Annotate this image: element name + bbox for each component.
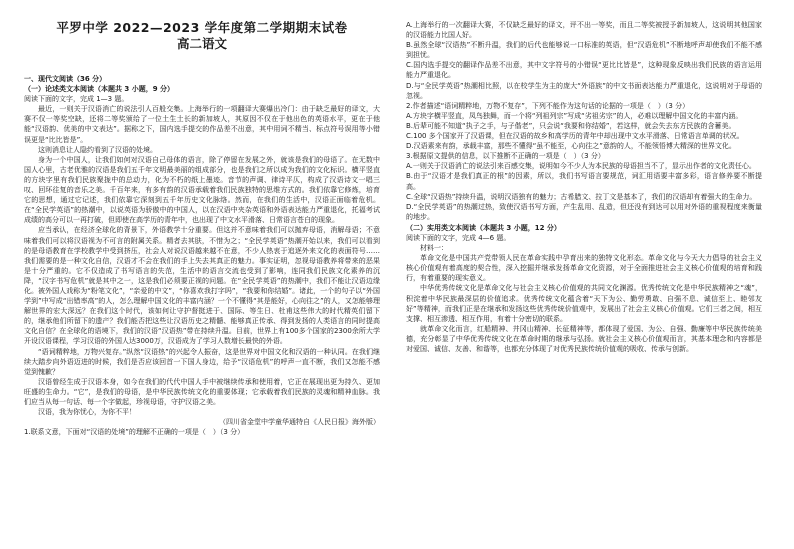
passage-paragraph: 汉语曾经生成于汉语本身，如今在我们的代代中国人手中被继续传承和使用着，它正在展现出更为持久、更加旺盛的生命力。“它”，是我们的母语，是中华民族传统文化的重要体现；它承载着我们民族的灵魂和精神血脉。我们应当从每一句话、每一个字做起，珍视母语，守护汉语之美。 — [24, 377, 380, 406]
exam-title: 平罗中学 2022—2023 学年度第二学期期末试卷 — [56, 20, 348, 35]
reading-instruction: 阅读下面的文字，完成 4—6 题。 — [406, 233, 511, 242]
q1-option-d: D.与“全民学英语”热潮相比照，以在校学生为主的庞大“外语族”的中文书面表达能力严重退化，这说明对于母语的忽视。 — [406, 81, 762, 100]
passage-paragraph: 最近，一则关于汉语消亡的说法引人百般交集。上海举行的一项翻译大赛爆出冷门：由于缺乏最好的译文，大赛不仅一等奖空缺，还将二等奖颁给了一位土生土长的新加坡人，其原因不仅在于他出色的英语水平，更在于他能“汉语韵、优美的中文表达”。据称之下，国内选手提交的作品差不出意，其中用词不精当、标点符号误用等小错误更是“比比皆是”。 — [24, 105, 380, 144]
q1-option-b: B.虽然全球“汉语热”不断升温，我们的后代也能够说一口标准的英语，但“汉语危机”不断地呼声却使我们不能不感到担忧。 — [406, 41, 762, 60]
passage-paragraph: “语词精粹地，万物兴复存。”纵然“汉语热”的兴起令人振奋，这是世界对中国文化和汉语的一种认同。在我们继续大踏步向外语迈进的时候，我们是否应该回首一下国人身边，给予“汉语危机”的呼声一直不断，我们又怎能不感觉到愧歉？ — [24, 347, 380, 376]
passage-paragraph: 革命文化是中国共产党带领人民在革命实践中孕育出来的独特文化形态。革命文化与今天大力倡导的社会主义核心价值观有着高度的契合性，深入挖掘并继承发扬革命文化资源，对于全面推进社会主义核心价值观的培育和践行，有着重要的现实意义。 — [406, 254, 762, 283]
passage-paragraph: 应当承认，在经济全球化的背景下，外语教学十分重要。但这并不意味着我们可以抛弃母语，消解母语；不意味着我们可以将汉语视为不可言的附属关系。精者去其肤，不惜为之；“全民学英语”热潮开始以来，我们可以看到的是母语教育在学校教学中受到挤压，社会人对说汉语越来越不在意，不少人热衷于追逐外来文化的表面符号……我们需要的是一种文化自信，汉语才不会在我们的手上失去其真正的魅力。事实证明，忽视母语教养将带来的恶果是十分严重的。它不仅造成了书写语言的失范，生活中的语言交流也受到了影响，连同我们民族文化素养的沉降，“汉字书写危机”就是其中之一，这是我们必须要正视的问题。在“全民学英语”的热潮中，我们不能让汉语边缘化。被外国人戏称为“粉笔文化”，“亲爱的中文”，“你喜欢我打字吗”，“我要和你结婚”。诸此，一个的句子以“外国学到”中写成“出错率高”的人，怎么理解中国文化的丰富内涵？一个不懂得“其是能好，心向往之”的人，又怎能够理解世界的宏大深远？在我们这个时代，该如何让守护督挺进于、国际、等生日、杜甫这些伟大的时代精英们留下的，继承他们所留下的遗产？我们能否把这些让汉语历史之精髓、能够真正传承、得到发扬的人类语言的同时提高文化自信？在全球化的语境下，我们的汉语“汉语热”带在持续升温。目前，世界上有100多个国家的2300余所大学开设汉语课程，学习汉语的外国人达3000万，汉语成为了学习人数增长最快的外语。 — [24, 226, 380, 346]
q1-option-c: C.国内选手提交的翻译作品差不出意，其中文字符号的小错误“更比比皆是”，这种现象反映出我们民族的语言运用能力严重退化。 — [406, 61, 762, 80]
q3-option-b: B.由于“汉语才是我们真正的根”的因素，所以，我们书写语言要规范，词汇用语要丰富多彩，语言修养要不断提高。 — [406, 172, 762, 191]
subsection-heading: （二）实用类文本阅读（本题共 3 小题，12 分） — [406, 223, 561, 232]
left-column — [24, 20, 380, 437]
q1-option-a: A.上海举行的一次翻译大赛，不仅缺乏最好的译文，评不出一等奖，而且二等奖被授予新加坡人，这说明其他国家的汉语能力比国人好。 — [406, 21, 762, 40]
reading-instruction: 阅读下面的文字，完成 1—3 题。 — [24, 95, 129, 104]
subsection-heading: （一）论述类文本阅读（本题共 3 小题，9 分） — [24, 85, 175, 94]
q3-option-d: D.“全民学英语”的热潮过热，致使汉语书写方面，产生乱用、乱造，但还没有到达可以用对外语的重视程度来衡量的地步。 — [406, 202, 762, 221]
q2-option-a: A.方块字横平竖直，凤鸟独舞，而一个将“列祖列宗”写成“劣祖劣宗”的人，必难以理解中国文化的丰富内涵。 — [406, 111, 743, 120]
question-3: 3.根据原文提供的信息，以下推断不正确的一项是（ ）（3 分） — [406, 152, 605, 161]
passage-paragraph: 就革命文化而言，红船精神、井冈山精神、长征精神等，都体现了爱国、为公、自强、勤廉等中华民族传统美德，充分彰显了中华优秀传统文化在革命时期的继承与弘扬。就社会主义核心价值观而言，其基本理念和内容都是对爱国、诚信、友善、和谐等，也都充分体现了对优秀民族传统价值观的吸收、传承与创新。 — [406, 324, 762, 353]
q3-option-a: A.一则关于汉语消亡的说法引来百感交集，说明如今不少人为本民族的母语担当不了，显示出作者的文化责任心。 — [406, 162, 756, 171]
passage-source: （四川省金堂中学童华通特自《人民日报》海外版） — [219, 418, 380, 427]
passage-paragraph: 汉语，我为你忧心，为你不平！ — [38, 408, 136, 417]
q2-option-b: B.后辈可能不知道“执子之手，与子偕老”，只会说“我要和你结婚”，若这样，就会失去东方民族的含蓄美。 — [406, 121, 736, 130]
passage-paragraph: 这则消息让人隐约看到了汉语的处境。 — [38, 145, 157, 154]
material-label: 材料一： — [420, 244, 448, 253]
question-1: 1.联系文意，下面对“汉语的处境”的理解不正确的一项是（ ）（3 分） — [24, 428, 245, 437]
q2-option-c: C.100 多个国家开了汉语课，但在汉语的故乡和高学历的青年中却出现中文水平滑落、日常语言单调的状况。 — [406, 132, 744, 141]
right-column — [406, 20, 762, 354]
q2-option-d: D.汉语素来有韵，承载丰富，那些不懂得“虽不能至，心向往之”意韵的人，不能领悟博大精深的世界文化。 — [406, 142, 736, 151]
passage-paragraph: 身为一个中国人，让我们如何对汉语自己母体的语言，除了停留在发展之外，就该是我们的母语了。在无数中国人心里，古老优雅的汉语是我们五千年文明最美丽的组成部分，也是我们之所以成为我们的文化标识。横平竖直的方块字里有我们民族聚拢中的总动力，化为不朽的纸上墨迹。音节的声调、律诗平仄，构成了汉语诗文一唱三叹、回环往复的音乐之美。千百年来，有多有韵的汉语承载着我们民族独特的思维方式的。我们依靠它修炼，培育它的思想，通过它记述，我们依靠它深刻到五千年历史文化脉络。然而，在我们的生活中，汉语正面临着危机。在“全民学英语”的热潮中，以说英语为骄傲中的中国人，以在汉语中夹杂英语和外语表达能力严重退化，托福考试成绩的高分可以一再打破，但即使在高学历的青年中，也出现了中文水平滑落、日常语言苍白的现象。 — [24, 155, 380, 225]
exam-subtitle: 高二语文 — [176, 36, 227, 51]
question-2: 2.作者描述“语词精粹地，万物不复存”，下列不能作为这句话的论据的一项是（ ）（3 分） — [406, 101, 690, 110]
section-heading: 一、现代文阅读（36 分） — [24, 75, 107, 83]
passage-paragraph: 中华优秀传统文化是革命文化与社会主义核心价值观的共同文化渊源。优秀传统文化是中华民族精神之“魂”，积淀着中华民族最深层的价值追求。优秀传统文化蕴含着“天下为公、勤劳勇敢、自强不息、诚信至上、睦邻友好”等精神，而我们正是在继承和发扬这些优秀传统价值观中，发展出了社会主义核心价值观。它们三者之间，相互支撑、相互渗透、相互作用，有着十分密切的联系。 — [406, 284, 762, 323]
q3-option-c: C.全球“汉语热”持续升温，说明汉语独有的魅力；古希腊文、拉丁文是基本了，我们的汉语却有着强大的生命力。 — [406, 192, 757, 201]
